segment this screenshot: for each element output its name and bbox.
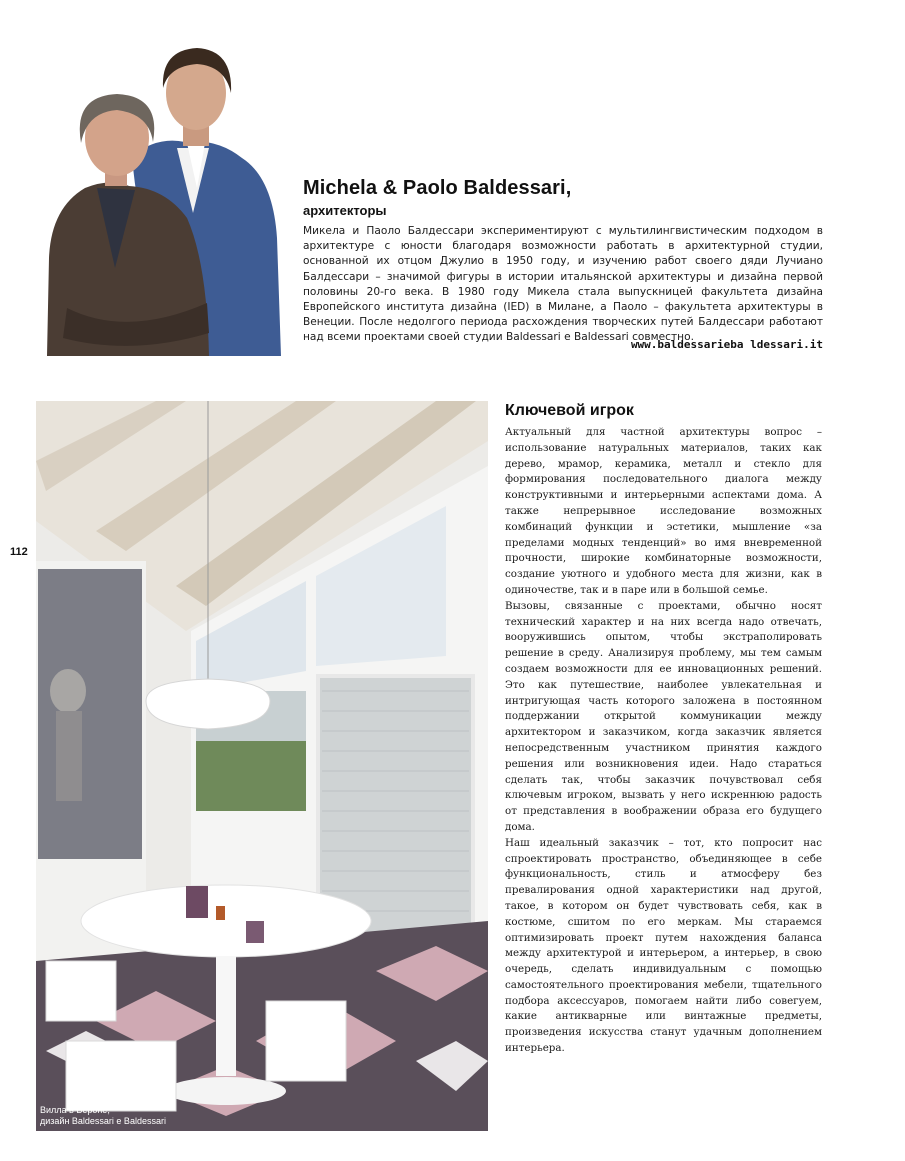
- article-body: [505, 425, 822, 1057]
- portrait-illustration: [37, 38, 283, 356]
- caption-line-1: Вилла в Вероне,: [40, 1105, 110, 1115]
- architects-portrait: [37, 38, 283, 356]
- website-link[interactable]: www.baldessarieba ldessari.it: [630, 338, 823, 351]
- interior-photo: [36, 401, 488, 1131]
- page-number: 112: [10, 546, 28, 558]
- article-paragraph-3: Наш идеальный заказчик – тот, кто попросит нас спроектировать пространство, объединяющее в себе функциональность, стиль и атмосферу без превалирования одной характеристики над другой, такое, в котором он будет чувствовать себя, как в костюме, сшитом по его меркам. Мы стараемся оптимизировать проект путем нахождения баланса между архитектурой и интерьером, а интерьер, в свою очередь, сделать индивидуальным с помощью самостоятельного проектирования мебели, тщательного подбора аксессуаров, помогаем найти либо совегуем, какие антикварные или винтажные предметы, произведения искусства станут удачным дополнением интерьера.: [505, 836, 822, 1055]
- article-paragraph-2: Вызовы, связанные с проектами, обычно носят технический характер и на них всегда надо отвечать, вооружившись опытом, чтобы экстраполировать решение в среду. Анализируя проблему, мы тем самым создаем возможности для ее инновационных решений. Это как путешествие, наиболее увлекательная и интригующая часть которого заложена в постоянном поддержании открытой коммуникации между архитектором и заказчиком, когда заказчик является непосредственным участником принятия каждого решения или возникновения идеи. Надо стараться сделать так, чтобы заказчик почувствовал себя ключевым игроком, вызвать у него искреннюю радость от представления в воображении образа его будущего дома.: [505, 599, 822, 833]
- caption-line-2: дизайн Baldessari e Baldessari: [40, 1116, 166, 1126]
- architects-name: Michela & Paolo Baldessari,: [303, 177, 572, 199]
- villa-interior-illustration: [36, 401, 488, 1131]
- article-title: Ключевой игрок: [505, 402, 634, 419]
- photo-caption: [40, 1105, 166, 1127]
- architects-bio: Микела и Паоло Балдессари экспериментируют с мультилингвистическим подходом в архитектуре с юности благодаря возможности работать в архитектурной студии, основанной их отцом Джулио в 1950 году, и изучению работ своего дяди Лучиано Балдессари – значимой фигуры в истории итальянской архитектуры и дизайна первой половины 20-го века. В 1980 году Микела стала выпускницей факультета дизайна Европейского института дизайна (IED) в Милане, а Паоло – факультета архитектуры в Венеции. После недолгого периода расхождения творческих путей Балдессари работают над всеми проектами своей студии Baldessari e Baldessari совместно.: [303, 225, 823, 344]
- architects-role: архитекторы: [303, 203, 387, 218]
- article-paragraph-1: Актуальный для частной архитектуры вопрос – использование натуральных материалов, таких как дерево, мрамор, керамика, металл и стекло для формирования последовательного диалога между конструктивными и интерьерными аспектами дома. А также непрерывное исследование возможных комбинаций функции и эстетики, мышление «за пределами модных тенденций» во имя вневременной прочности, широкие комбинаторные возможности, создание уютного и удобного места для жизни, как в одиночестве, так и в паре или в большой семье.: [505, 426, 822, 596]
